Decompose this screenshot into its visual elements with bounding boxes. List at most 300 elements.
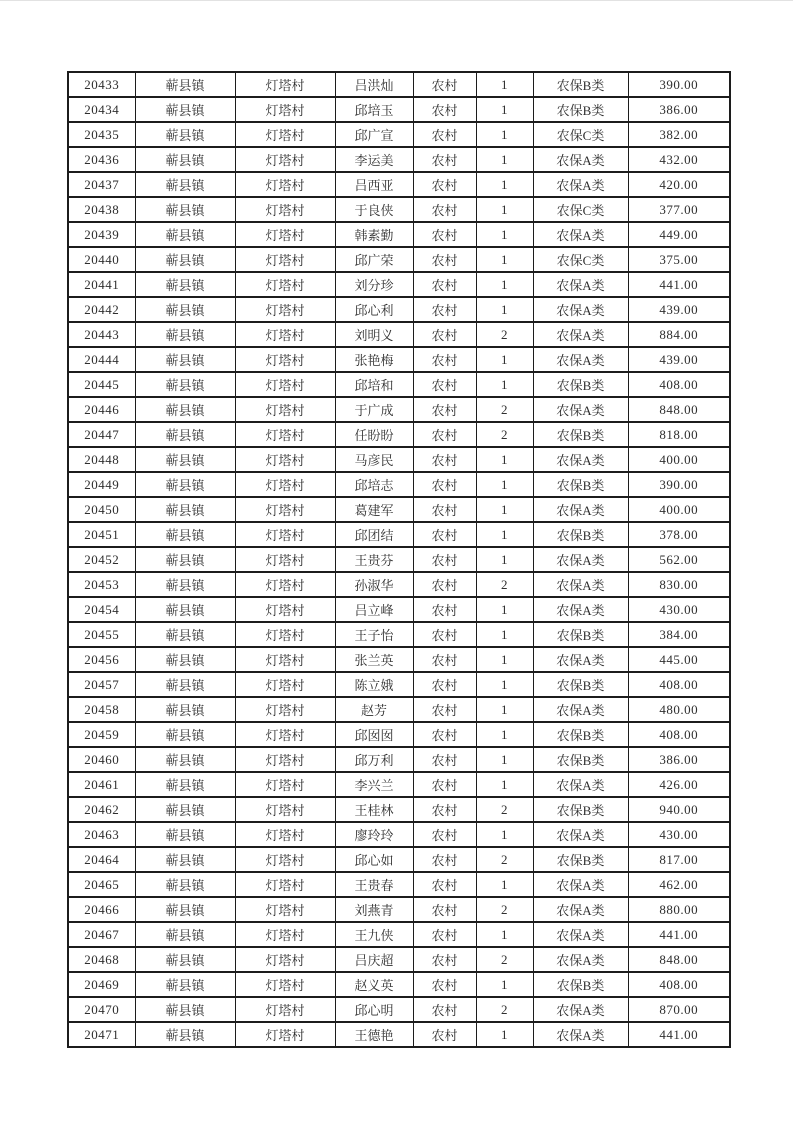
cell-person-count: 2	[476, 847, 533, 872]
cell-person-count: 2	[476, 322, 533, 347]
cell-person-name: 邱培玉	[335, 97, 413, 122]
cell-person-id: 20462	[68, 797, 135, 822]
cell-person-id: 20456	[68, 647, 135, 672]
table-row	[68, 522, 730, 547]
cell-person-count: 1	[476, 272, 533, 297]
cell-residence-type: 农村	[413, 697, 476, 722]
cell-person-id: 20437	[68, 172, 135, 197]
cell-insurance-category: 农保A类	[533, 922, 628, 947]
cell-insurance-category: 农保A类	[533, 272, 628, 297]
cell-insurance-category: 农保C类	[533, 197, 628, 222]
cell-person-id: 20470	[68, 997, 135, 1022]
cell-residence-type: 农村	[413, 147, 476, 172]
cell-village: 灯塔村	[235, 572, 335, 597]
cell-insurance-category: 农保B类	[533, 672, 628, 697]
cell-insurance-category: 农保B类	[533, 422, 628, 447]
cell-person-id: 20457	[68, 672, 135, 697]
table-row	[68, 822, 730, 847]
table-row	[68, 547, 730, 572]
cell-village: 灯塔村	[235, 247, 335, 272]
table-row	[68, 497, 730, 522]
cell-person-id: 20441	[68, 272, 135, 297]
table-row	[68, 347, 730, 372]
cell-residence-type: 农村	[413, 522, 476, 547]
cell-village: 灯塔村	[235, 947, 335, 972]
cell-town: 蕲县镇	[135, 547, 235, 572]
cell-person-count: 2	[476, 897, 533, 922]
cell-person-count: 2	[476, 397, 533, 422]
cell-person-count: 1	[476, 697, 533, 722]
cell-amount: 430.00	[628, 822, 730, 847]
cell-person-name: 邱万利	[335, 747, 413, 772]
cell-town: 蕲县镇	[135, 122, 235, 147]
cell-insurance-category: 农保A类	[533, 697, 628, 722]
cell-insurance-category: 农保A类	[533, 447, 628, 472]
cell-person-count: 1	[476, 622, 533, 647]
cell-village: 灯塔村	[235, 897, 335, 922]
cell-person-id: 20469	[68, 972, 135, 997]
cell-town: 蕲县镇	[135, 347, 235, 372]
cell-residence-type: 农村	[413, 472, 476, 497]
cell-person-id: 20435	[68, 122, 135, 147]
cell-town: 蕲县镇	[135, 172, 235, 197]
cell-town: 蕲县镇	[135, 247, 235, 272]
cell-person-name: 廖玲玲	[335, 822, 413, 847]
cell-village: 灯塔村	[235, 847, 335, 872]
cell-person-id: 20438	[68, 197, 135, 222]
cell-person-count: 1	[476, 522, 533, 547]
cell-insurance-category: 农保B类	[533, 72, 628, 97]
cell-person-name: 邱囡囡	[335, 722, 413, 747]
cell-residence-type: 农村	[413, 322, 476, 347]
cell-residence-type: 农村	[413, 797, 476, 822]
cell-insurance-category: 农保A类	[533, 597, 628, 622]
cell-insurance-category: 农保B类	[533, 472, 628, 497]
table-row	[68, 397, 730, 422]
cell-person-id: 20458	[68, 697, 135, 722]
cell-amount: 384.00	[628, 622, 730, 647]
cell-town: 蕲县镇	[135, 422, 235, 447]
cell-amount: 462.00	[628, 872, 730, 897]
cell-insurance-category: 农保B类	[533, 722, 628, 747]
cell-residence-type: 农村	[413, 597, 476, 622]
table-row	[68, 922, 730, 947]
cell-residence-type: 农村	[413, 247, 476, 272]
cell-insurance-category: 农保B类	[533, 97, 628, 122]
cell-town: 蕲县镇	[135, 997, 235, 1022]
cell-town: 蕲县镇	[135, 672, 235, 697]
cell-residence-type: 农村	[413, 222, 476, 247]
cell-residence-type: 农村	[413, 272, 476, 297]
cell-insurance-category: 农保B类	[533, 622, 628, 647]
cell-village: 灯塔村	[235, 297, 335, 322]
cell-person-name: 赵义英	[335, 972, 413, 997]
cell-insurance-category: 农保A类	[533, 897, 628, 922]
cell-person-id: 20445	[68, 372, 135, 397]
cell-person-count: 1	[476, 722, 533, 747]
cell-person-name: 任盼盼	[335, 422, 413, 447]
cell-person-name: 邱心如	[335, 847, 413, 872]
cell-person-count: 2	[476, 572, 533, 597]
table-row	[68, 947, 730, 972]
cell-amount: 430.00	[628, 597, 730, 622]
cell-person-id: 20444	[68, 347, 135, 372]
cell-person-count: 1	[476, 222, 533, 247]
cell-amount: 378.00	[628, 522, 730, 547]
cell-person-id: 20453	[68, 572, 135, 597]
cell-insurance-category: 农保A类	[533, 222, 628, 247]
cell-person-count: 1	[476, 497, 533, 522]
cell-residence-type: 农村	[413, 897, 476, 922]
cell-amount: 848.00	[628, 947, 730, 972]
cell-person-count: 1	[476, 122, 533, 147]
cell-person-id: 20471	[68, 1022, 135, 1047]
cell-village: 灯塔村	[235, 747, 335, 772]
cell-amount: 420.00	[628, 172, 730, 197]
table-row	[68, 122, 730, 147]
cell-amount: 880.00	[628, 897, 730, 922]
cell-insurance-category: 农保A类	[533, 772, 628, 797]
cell-person-count: 1	[476, 347, 533, 372]
cell-insurance-category: 农保A类	[533, 172, 628, 197]
cell-amount: 848.00	[628, 397, 730, 422]
table-row	[68, 1022, 730, 1047]
cell-amount: 940.00	[628, 797, 730, 822]
cell-person-name: 邱团结	[335, 522, 413, 547]
cell-person-name: 邱培志	[335, 472, 413, 497]
cell-person-name: 吕庆超	[335, 947, 413, 972]
cell-residence-type: 农村	[413, 922, 476, 947]
cell-residence-type: 农村	[413, 672, 476, 697]
cell-village: 灯塔村	[235, 1022, 335, 1047]
cell-town: 蕲县镇	[135, 272, 235, 297]
cell-person-id: 20433	[68, 72, 135, 97]
table-row	[68, 697, 730, 722]
cell-person-name: 王贵芬	[335, 547, 413, 572]
cell-village: 灯塔村	[235, 172, 335, 197]
cell-town: 蕲县镇	[135, 822, 235, 847]
cell-village: 灯塔村	[235, 372, 335, 397]
cell-residence-type: 农村	[413, 747, 476, 772]
cell-person-name: 王九侠	[335, 922, 413, 947]
cell-person-id: 20451	[68, 522, 135, 547]
cell-insurance-category: 农保A类	[533, 1022, 628, 1047]
table-row	[68, 772, 730, 797]
table-row	[68, 447, 730, 472]
table-row	[68, 847, 730, 872]
cell-person-id: 20447	[68, 422, 135, 447]
cell-amount: 390.00	[628, 72, 730, 97]
cell-residence-type: 农村	[413, 197, 476, 222]
cell-town: 蕲县镇	[135, 72, 235, 97]
cell-person-id: 20459	[68, 722, 135, 747]
cell-person-name: 邱心明	[335, 997, 413, 1022]
cell-person-count: 1	[476, 822, 533, 847]
cell-insurance-category: 农保A类	[533, 547, 628, 572]
cell-person-name: 邱广宣	[335, 122, 413, 147]
cell-person-id: 20461	[68, 772, 135, 797]
cell-insurance-category: 农保B类	[533, 372, 628, 397]
cell-person-name: 吕西亚	[335, 172, 413, 197]
cell-person-name: 刘明义	[335, 322, 413, 347]
cell-residence-type: 农村	[413, 72, 476, 97]
cell-amount: 408.00	[628, 372, 730, 397]
cell-amount: 426.00	[628, 772, 730, 797]
cell-person-id: 20465	[68, 872, 135, 897]
cell-town: 蕲县镇	[135, 372, 235, 397]
cell-village: 灯塔村	[235, 672, 335, 697]
cell-village: 灯塔村	[235, 447, 335, 472]
table-row	[68, 472, 730, 497]
cell-town: 蕲县镇	[135, 397, 235, 422]
cell-person-count: 1	[476, 597, 533, 622]
cell-village: 灯塔村	[235, 472, 335, 497]
cell-town: 蕲县镇	[135, 97, 235, 122]
table-row	[68, 622, 730, 647]
cell-amount: 439.00	[628, 347, 730, 372]
cell-person-count: 1	[476, 147, 533, 172]
cell-insurance-category: 农保B类	[533, 972, 628, 997]
cell-person-name: 吕洪灿	[335, 72, 413, 97]
cell-amount: 382.00	[628, 122, 730, 147]
cell-person-name: 王德艳	[335, 1022, 413, 1047]
cell-town: 蕲县镇	[135, 197, 235, 222]
cell-residence-type: 农村	[413, 447, 476, 472]
cell-town: 蕲县镇	[135, 522, 235, 547]
cell-village: 灯塔村	[235, 922, 335, 947]
cell-person-count: 2	[476, 797, 533, 822]
cell-amount: 445.00	[628, 647, 730, 672]
cell-residence-type: 农村	[413, 497, 476, 522]
cell-person-name: 于广成	[335, 397, 413, 422]
cell-person-count: 2	[476, 997, 533, 1022]
cell-person-count: 1	[476, 747, 533, 772]
cell-town: 蕲县镇	[135, 897, 235, 922]
cell-town: 蕲县镇	[135, 322, 235, 347]
cell-village: 灯塔村	[235, 322, 335, 347]
cell-person-id: 20443	[68, 322, 135, 347]
cell-town: 蕲县镇	[135, 497, 235, 522]
cell-insurance-category: 农保A类	[533, 347, 628, 372]
cell-town: 蕲县镇	[135, 972, 235, 997]
cell-residence-type: 农村	[413, 972, 476, 997]
cell-person-count: 1	[476, 647, 533, 672]
cell-residence-type: 农村	[413, 97, 476, 122]
cell-person-count: 1	[476, 1022, 533, 1047]
cell-person-name: 李兴兰	[335, 772, 413, 797]
cell-insurance-category: 农保C类	[533, 247, 628, 272]
cell-village: 灯塔村	[235, 697, 335, 722]
cell-residence-type: 农村	[413, 772, 476, 797]
cell-town: 蕲县镇	[135, 622, 235, 647]
cell-amount: 390.00	[628, 472, 730, 497]
cell-amount: 400.00	[628, 447, 730, 472]
table-row	[68, 722, 730, 747]
cell-village: 灯塔村	[235, 872, 335, 897]
table-row	[68, 272, 730, 297]
cell-residence-type: 农村	[413, 722, 476, 747]
cell-village: 灯塔村	[235, 772, 335, 797]
table-row	[68, 747, 730, 772]
cell-town: 蕲县镇	[135, 872, 235, 897]
cell-residence-type: 农村	[413, 872, 476, 897]
cell-person-id: 20468	[68, 947, 135, 972]
cell-insurance-category: 农保A类	[533, 572, 628, 597]
table-row	[68, 97, 730, 122]
cell-town: 蕲县镇	[135, 572, 235, 597]
table-row	[68, 597, 730, 622]
cell-person-name: 王贵春	[335, 872, 413, 897]
cell-person-id: 20455	[68, 622, 135, 647]
cell-person-name: 邱心利	[335, 297, 413, 322]
cell-person-name: 李运美	[335, 147, 413, 172]
cell-town: 蕲县镇	[135, 222, 235, 247]
cell-town: 蕲县镇	[135, 647, 235, 672]
cell-amount: 386.00	[628, 97, 730, 122]
cell-person-id: 20452	[68, 547, 135, 572]
cell-amount: 441.00	[628, 272, 730, 297]
cell-residence-type: 农村	[413, 622, 476, 647]
cell-amount: 441.00	[628, 922, 730, 947]
table-row	[68, 647, 730, 672]
cell-person-name: 刘燕青	[335, 897, 413, 922]
cell-residence-type: 农村	[413, 547, 476, 572]
cell-person-name: 马彦民	[335, 447, 413, 472]
cell-person-count: 1	[476, 297, 533, 322]
cell-town: 蕲县镇	[135, 472, 235, 497]
cell-insurance-category: 农保A类	[533, 947, 628, 972]
cell-residence-type: 农村	[413, 647, 476, 672]
cell-person-count: 1	[476, 547, 533, 572]
table-row	[68, 872, 730, 897]
cell-person-id: 20446	[68, 397, 135, 422]
table-row	[68, 247, 730, 272]
cell-amount: 480.00	[628, 697, 730, 722]
cell-town: 蕲县镇	[135, 697, 235, 722]
cell-insurance-category: 农保A类	[533, 997, 628, 1022]
cell-person-count: 1	[476, 672, 533, 697]
cell-residence-type: 农村	[413, 372, 476, 397]
cell-town: 蕲县镇	[135, 922, 235, 947]
cell-town: 蕲县镇	[135, 747, 235, 772]
cell-person-name: 刘分珍	[335, 272, 413, 297]
cell-town: 蕲县镇	[135, 1022, 235, 1047]
cell-village: 灯塔村	[235, 272, 335, 297]
table-row	[68, 672, 730, 697]
cell-village: 灯塔村	[235, 522, 335, 547]
cell-village: 灯塔村	[235, 722, 335, 747]
cell-person-id: 20466	[68, 897, 135, 922]
cell-person-count: 1	[476, 772, 533, 797]
cell-insurance-category: 农保A类	[533, 322, 628, 347]
cell-insurance-category: 农保A类	[533, 822, 628, 847]
cell-town: 蕲县镇	[135, 447, 235, 472]
table-row	[68, 422, 730, 447]
cell-person-count: 2	[476, 947, 533, 972]
cell-residence-type: 农村	[413, 397, 476, 422]
table-body	[68, 72, 730, 1047]
cell-person-id: 20464	[68, 847, 135, 872]
cell-person-count: 1	[476, 172, 533, 197]
cell-village: 灯塔村	[235, 622, 335, 647]
cell-person-name: 张艳梅	[335, 347, 413, 372]
cell-person-name: 王桂林	[335, 797, 413, 822]
cell-village: 灯塔村	[235, 72, 335, 97]
cell-person-name: 邱广荣	[335, 247, 413, 272]
cell-amount: 830.00	[628, 572, 730, 597]
cell-village: 灯塔村	[235, 122, 335, 147]
cell-insurance-category: 农保B类	[533, 847, 628, 872]
cell-person-name: 张兰英	[335, 647, 413, 672]
table-row	[68, 997, 730, 1022]
cell-town: 蕲县镇	[135, 797, 235, 822]
cell-person-count: 1	[476, 97, 533, 122]
cell-village: 灯塔村	[235, 222, 335, 247]
cell-insurance-category: 农保B类	[533, 797, 628, 822]
table-row	[68, 372, 730, 397]
cell-person-id: 20434	[68, 97, 135, 122]
cell-person-name: 邱培和	[335, 372, 413, 397]
cell-person-id: 20436	[68, 147, 135, 172]
cell-person-count: 1	[476, 197, 533, 222]
table-row	[68, 322, 730, 347]
table-row	[68, 972, 730, 997]
cell-insurance-category: 农保A类	[533, 872, 628, 897]
cell-residence-type: 农村	[413, 822, 476, 847]
cell-village: 灯塔村	[235, 547, 335, 572]
cell-town: 蕲县镇	[135, 722, 235, 747]
cell-person-name: 赵芳	[335, 697, 413, 722]
cell-insurance-category: 农保B类	[533, 522, 628, 547]
cell-insurance-category: 农保A类	[533, 297, 628, 322]
cell-residence-type: 农村	[413, 172, 476, 197]
cell-town: 蕲县镇	[135, 147, 235, 172]
cell-person-id: 20467	[68, 922, 135, 947]
cell-person-id: 20442	[68, 297, 135, 322]
cell-residence-type: 农村	[413, 122, 476, 147]
cell-person-count: 1	[476, 872, 533, 897]
cell-amount: 441.00	[628, 1022, 730, 1047]
cell-town: 蕲县镇	[135, 847, 235, 872]
cell-person-count: 1	[476, 72, 533, 97]
table-row	[68, 197, 730, 222]
cell-village: 灯塔村	[235, 497, 335, 522]
cell-person-name: 陈立娥	[335, 672, 413, 697]
cell-person-id: 20440	[68, 247, 135, 272]
cell-person-id: 20449	[68, 472, 135, 497]
cell-village: 灯塔村	[235, 647, 335, 672]
cell-person-count: 1	[476, 472, 533, 497]
cell-person-count: 1	[476, 922, 533, 947]
cell-village: 灯塔村	[235, 797, 335, 822]
beneficiary-table	[67, 71, 731, 1048]
table-row	[68, 147, 730, 172]
cell-person-id: 20463	[68, 822, 135, 847]
cell-person-count: 1	[476, 372, 533, 397]
cell-village: 灯塔村	[235, 822, 335, 847]
cell-amount: 408.00	[628, 972, 730, 997]
cell-person-id: 20460	[68, 747, 135, 772]
cell-amount: 439.00	[628, 297, 730, 322]
cell-person-name: 吕立峰	[335, 597, 413, 622]
cell-amount: 562.00	[628, 547, 730, 572]
cell-residence-type: 农村	[413, 422, 476, 447]
cell-amount: 386.00	[628, 747, 730, 772]
cell-person-name: 孙淑华	[335, 572, 413, 597]
table-row	[68, 297, 730, 322]
cell-insurance-category: 农保A类	[533, 397, 628, 422]
cell-insurance-category: 农保A类	[533, 147, 628, 172]
